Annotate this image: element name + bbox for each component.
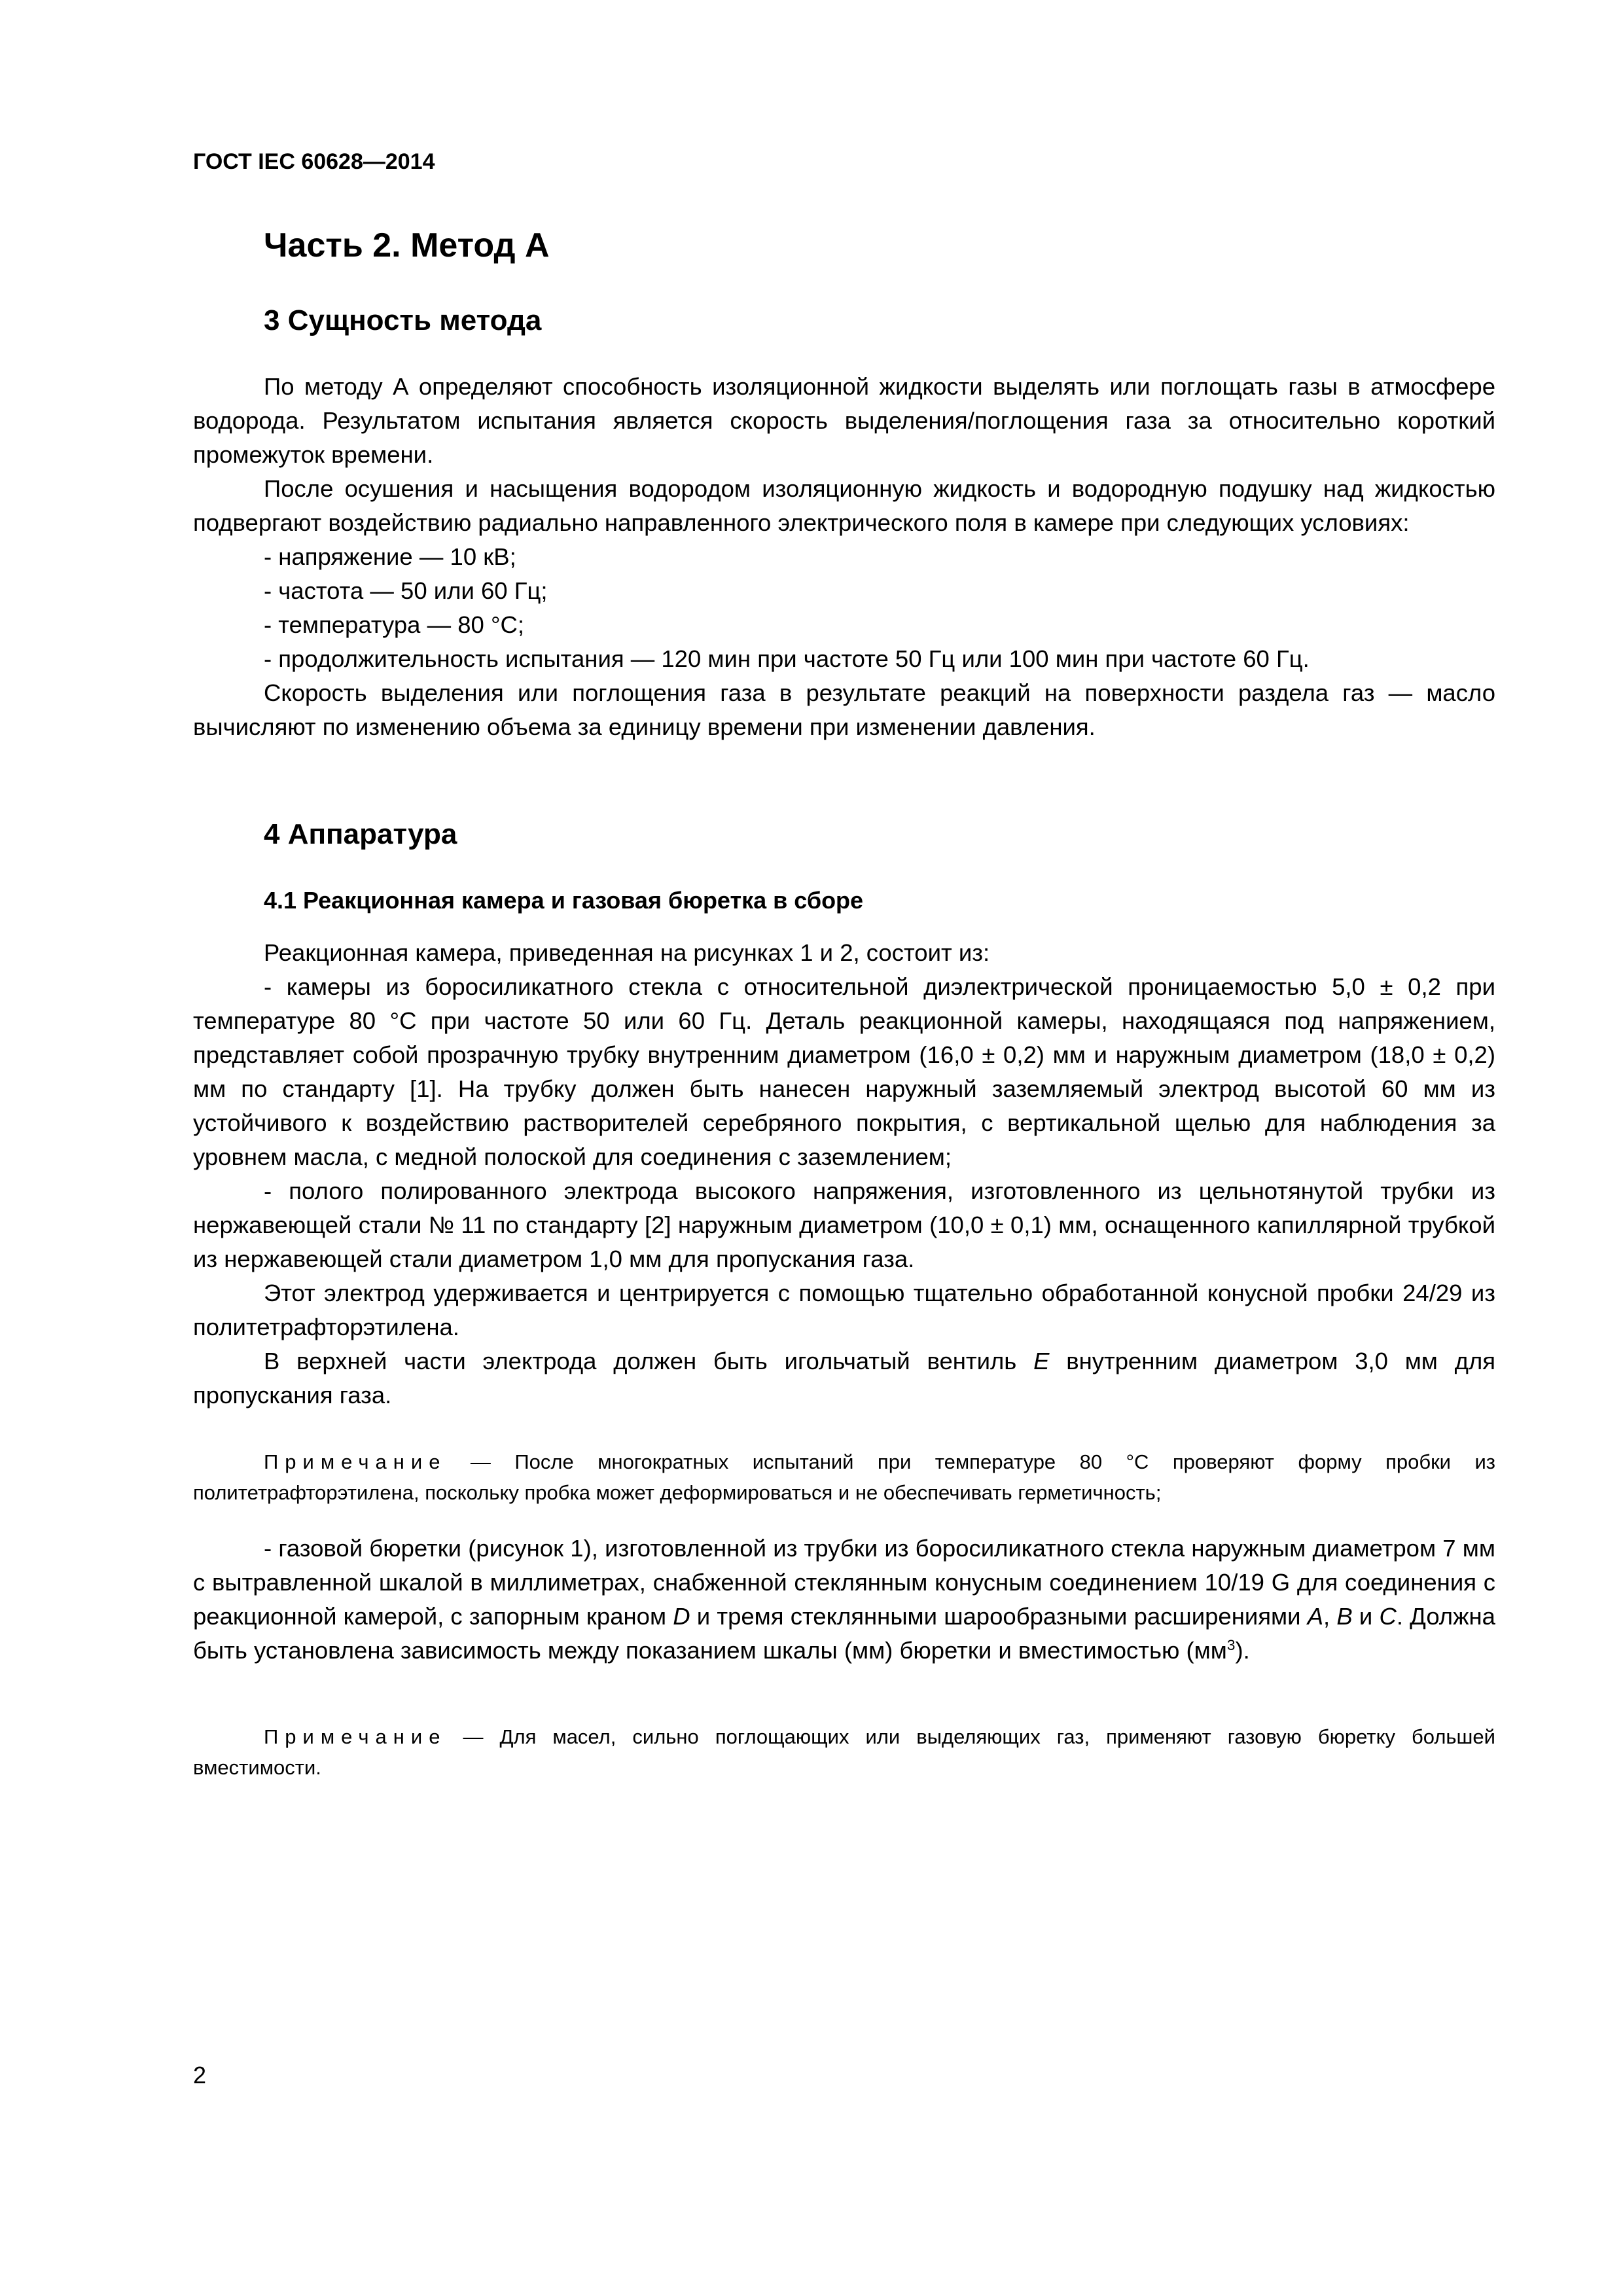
text-run: ). xyxy=(1235,1637,1250,1664)
text-run: , xyxy=(1323,1603,1337,1630)
italic-symbol: С xyxy=(1379,1603,1397,1630)
note-2 xyxy=(193,1721,1495,1783)
burette-item xyxy=(193,1532,1495,1668)
italic-symbol: E xyxy=(1033,1348,1050,1374)
italic-symbol: А xyxy=(1307,1603,1324,1630)
section-4-title: 4 Аппаратура xyxy=(264,818,457,850)
superscript: 3 xyxy=(1226,1636,1236,1653)
page-number: 2 xyxy=(193,2062,207,2089)
paragraph: Скорость выделения или поглощения газа в результате реакций на поверхности раздела газ — масло вычисляют по изменению объема за единицу времени при изменении давления. xyxy=(193,679,1495,740)
paragraph xyxy=(193,1344,1495,1412)
list-item xyxy=(193,1532,1495,1668)
part-title: Часть 2. Метод А xyxy=(264,226,550,264)
text-run: и xyxy=(1352,1603,1380,1630)
note-text: — После многократных испытаний при температуре 80 °С проверяют форму пробки из политетрафторэтилена, поскольку пробка может деформироваться и не обеспечивать герметичность; xyxy=(193,1450,1495,1504)
list-item: - продолжительность испытания — 120 мин при частоте 50 Гц или 100 мин при частоте 60 Гц. xyxy=(264,645,1310,672)
section-4-body xyxy=(193,936,1495,1412)
paragraph: По методу А определяют способность изоляционной жидкости выделять или поглощать газы в атмосфере водорода. Результатом испытания является скорость выделения/поглощения газа за относительно короткий промежуток времени. xyxy=(193,373,1495,468)
list-item: - напряжение — 10 кВ; xyxy=(264,543,516,570)
note-text: — Для масел, сильно поглощающих или выделяющих газ, применяют газовую бюретку большей вместимости. xyxy=(193,1725,1495,1779)
paragraph: Этот электрод удерживается и центрируется с помощью тщательно обработанной конусной пробки 24/29 из политетрафторэтилена. xyxy=(193,1280,1495,1340)
text-run: внутренним диаметром 3,0 мм для пропускания газа. xyxy=(193,1348,1496,1408)
section-3-body xyxy=(193,370,1495,744)
standard-header: ГОСТ IEC 60628—2014 xyxy=(193,149,435,174)
subsection-4-1-title: 4.1 Реакционная камера и газовая бюретка в сборе xyxy=(264,887,864,914)
text-run: . Должна быть установлена зависимость между показанием шкалы (мм) бюретки и вместимостью (мм xyxy=(193,1603,1495,1664)
italic-symbol: D xyxy=(673,1603,690,1630)
italic-symbol: В xyxy=(1336,1603,1353,1630)
text-run: В верхней части электрода должен быть игольчатый вентиль xyxy=(264,1348,1034,1374)
list-item: - температура — 80 °С; xyxy=(264,611,525,638)
note-label: Примечание xyxy=(264,1725,447,1748)
list-item: - камеры из боросиликатного стекла с относительной диэлектрической проницаемостью 5,0 ± 0,2 при температуре 80 °С при частоте 50 или 60 Гц. Деталь реакционной камеры, находящаяся под напряжением, представляет собой прозрачную трубку внутренним диаметром (16,0 ± 0,2) мм и наружным диаметром (18,0 ± 0,2) мм по стандарту [1]. На трубку должен быть нанесен наружный заземляемый электрод высотой 60 мм из устойчивого к воздействию растворителей серебряного покрытия, с вертикальной щелью для наблюдения за уровнем масла, с медной полоской для соединения с заземлением; xyxy=(193,973,1495,1170)
note-label: Примечание xyxy=(264,1450,447,1473)
list-item: - полого полированного электрода высокого напряжения, изготовленного из цельнотянутой трубки из нержавеющей стали № 11 по стандарту [2] наружным диаметром (10,0 ± 0,1) мм, оснащенного капиллярной трубкой из нержавеющей стали диаметром 1,0 мм для пропускания газа. xyxy=(193,1177,1495,1272)
paragraph: После осушения и насыщения водородом изоляционную жидкость и водородную подушку над жидкостью подвергают воздействию радиально направленного электрического поля в камере при следующих условиях: xyxy=(193,475,1495,536)
paragraph: Реакционная камера, приведенная на рисунках 1 и 2, состоит из: xyxy=(264,939,990,966)
list-item: - частота — 50 или 60 Гц; xyxy=(264,577,548,604)
section-3-title: 3 Сущность метода xyxy=(264,304,542,336)
text-run: - газовой бюретки (рисунок 1), изготовленной из трубки из боросиликатного стекла наружным диаметром 7 мм с вытравленной шкалой в миллиметрах, снабженной стеклянным конусным соединением 10/19 G для соединения с реакционной камерой, с запорным краном xyxy=(193,1535,1495,1630)
note-1 xyxy=(193,1446,1495,1508)
text-run: и тремя стеклянными шарообразными расширениями xyxy=(690,1603,1308,1630)
